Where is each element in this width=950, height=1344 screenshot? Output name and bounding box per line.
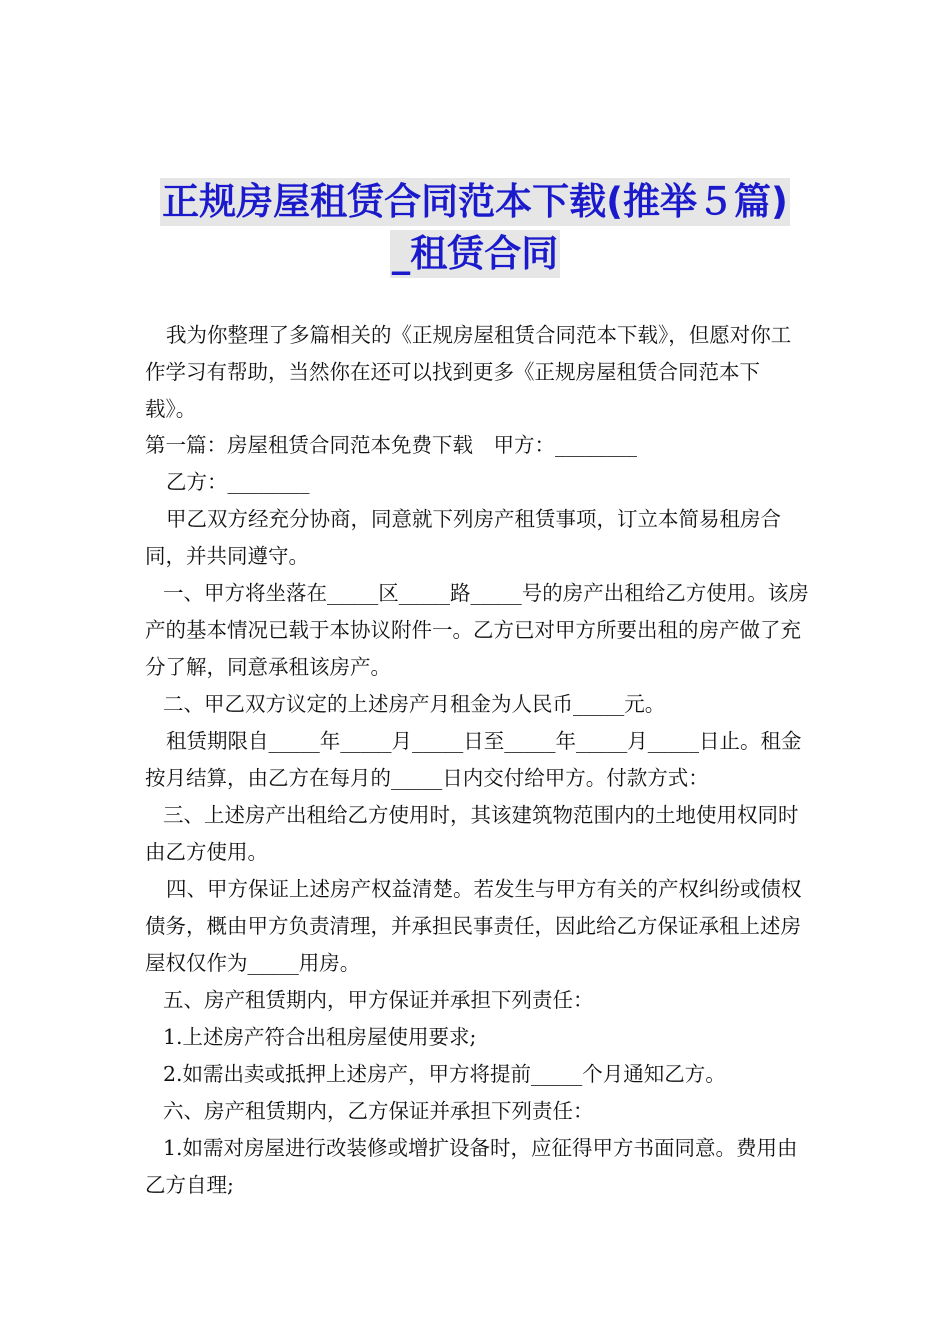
paragraph-clause-1: 一、甲方将坐落在_____区_____路_____号的房产出租给乙方使用。该房产的基本情况已载于本协议附件一。乙方已对甲方所要出租的房产做了充分了解，同意承租该房产。 [145, 581, 809, 679]
paragraph-agreement: 甲乙双方经充分协商，同意就下列房产租赁事项，订立本简易租房合同，并共同遵守。 [145, 507, 781, 568]
document-title [0, 178, 950, 282]
paragraph-item-5-1: 1.上述房产符合出租房屋使用要求; [163, 1025, 477, 1049]
paragraph-clause-2: 二、甲乙双方议定的上述房产月租金为人民币_____元。 [163, 692, 666, 716]
paragraph-chapter-one: 第一篇：房屋租赁合同范本免费下载 甲方：________ [145, 433, 637, 457]
paragraph-clause-3: 三、上述房产出租给乙方使用时，其该建筑物范围内的土地使用权同时由乙方使用。 [145, 803, 799, 864]
title-line-2: _租赁合同 [390, 230, 561, 278]
paragraph-item-6-1: 1.如需对房屋进行改装修或增扩设备时，应征得甲方书面同意。费用由乙方自理; [145, 1136, 798, 1197]
paragraph-lease-term: 租赁期限自_____年_____月_____日至_____年_____月_____日止。租金按月结算，由乙方在每月的_____日内交付给甲方。付款方式： [145, 729, 802, 790]
paragraph-clause-4: 四、甲方保证上述房产权益清楚。若发生与甲方有关的产权纠纷或债权债务，概由甲方负责清理，并承担民事责任，因此给乙方保证承租上述房屋权仅作为_____用房。 [145, 877, 802, 975]
paragraph-intro: 我为你整理了多篇相关的《正规房屋租赁合同范本下载》，但愿对你工作学习有帮助，当然你在还可以找到更多《正规房屋租赁合同范本下载》。 [145, 323, 792, 421]
title-line-1: 正规房屋租赁合同范本下载(推举５篇) [160, 178, 790, 226]
paragraph-party-b: 乙方：________ [166, 470, 310, 494]
paragraph-clause-5: 五、房产租赁期内，甲方保证并承担下列责任： [163, 988, 594, 1012]
document-body [145, 317, 810, 1204]
paragraph-item-5-2: 2.如需出卖或抵押上述房产，甲方将提前_____个月通知乙方。 [163, 1062, 726, 1086]
paragraph-clause-6: 六、房产租赁期内，乙方保证并承担下列责任： [163, 1099, 594, 1123]
